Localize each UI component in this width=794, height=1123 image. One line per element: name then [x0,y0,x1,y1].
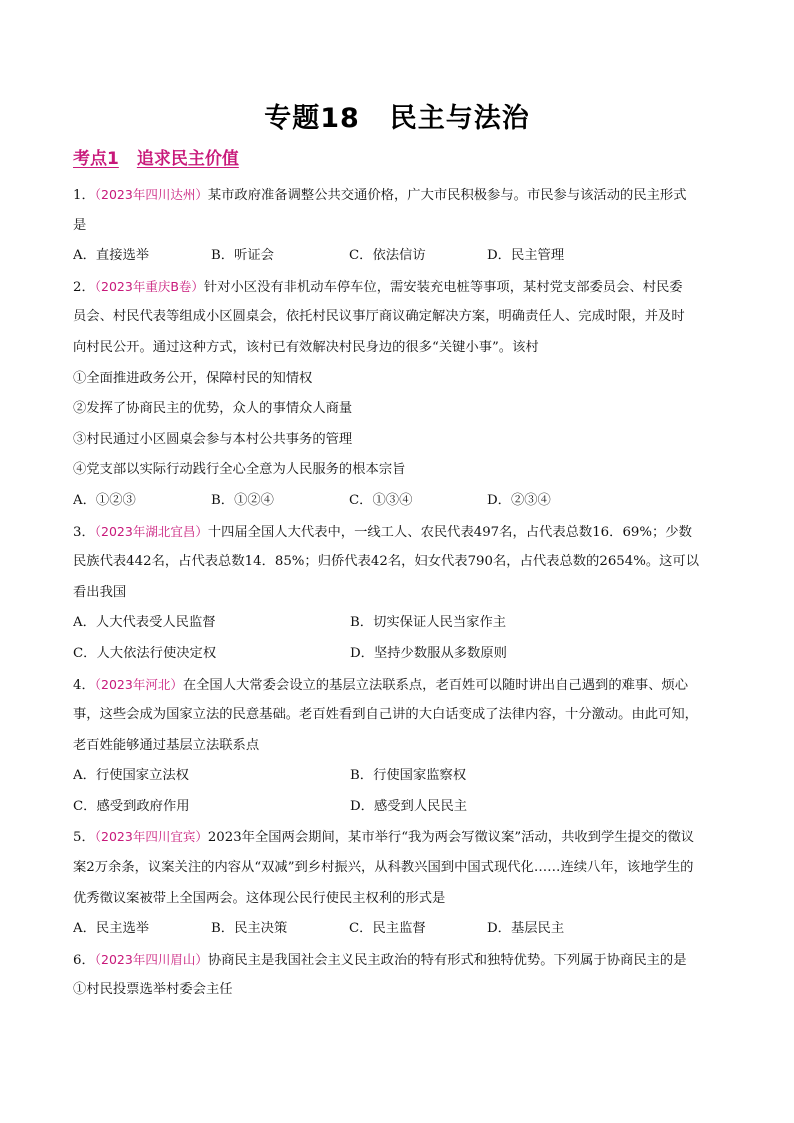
question-4-options-row-2 [73,792,723,823]
question-source: （2023年湖北宜昌） [94,523,208,539]
question-6-item-1: ①村民投票选举村委会主任 [73,982,233,998]
section-heading [73,144,239,169]
question-1-line-2 [73,211,723,242]
question-number: 2． [73,279,95,295]
question-source: （2023年四川宜宾） [94,829,208,845]
option-a: A．人大代表受人民监督 [73,615,216,631]
question-source: （2023年四川眉山） [94,951,208,967]
question-3-line-1 [73,517,723,548]
question-5-line-3 [73,884,723,915]
option-c: C．感受到政府作用 [73,798,190,814]
question-2-item-2: ②发挥了协商民主的优势，众人的事情众人商量 [73,401,353,417]
question-stem: 看出我国 [73,584,127,600]
question-list [73,180,723,1006]
question-3-line-3 [73,578,723,609]
option-b: B．听证会 [211,248,274,264]
option-b: B．切实保证人民当家作主 [350,615,507,631]
question-3-options-row-1 [73,608,723,639]
question-stem: 十四届全国人大代表中，一线工人、农民代表497名，占代表总数16．69%；少数 [207,524,692,540]
question-4-line-1 [73,670,723,701]
question-source: （2023年重庆B卷） [94,278,204,294]
question-number: 3． [73,524,95,540]
question-source: （2023年四川达州） [94,187,208,202]
option-a: A．直接选举 [73,248,150,264]
option-d: D．基层民主 [487,921,565,937]
question-number: 4． [73,677,95,693]
question-2-item-3: ③村民通过小区圆桌会参与本村公共事务的管理 [73,431,353,447]
option-d: D．坚持少数服从多数原则 [350,645,507,661]
question-stem: 向村民公开。通过这种方式，该村已有效解决村民身边的很多“关键小事”。该村 [73,339,539,355]
question-5-line-1 [73,822,723,853]
title-topic-number: 专题18 [264,103,360,134]
question-number: 6． [73,952,95,968]
option-d: D．感受到人民民主 [350,798,468,814]
title-topic-name: 民主与法治 [389,103,530,134]
option-b: B．行使国家监察权 [350,768,467,784]
option-c: C．①③④ [349,492,413,508]
question-4-line-2 [73,700,723,731]
option-a: A．民主选举 [73,921,150,937]
question-stem: 优秀徵议案被带上全国两会。这体现公民行使民主权利的形式是 [73,890,446,906]
question-stem: 在全国人大常委会设立的基层立法联系点，老百姓可以随时讲出自己遇到的难事、烦心 [182,677,689,693]
question-3-options-row-2 [73,639,723,670]
option-b: B．民主决策 [211,921,288,937]
question-number: 5． [73,830,95,846]
question-1-options [73,241,723,272]
option-c: C．依法信访 [349,248,426,264]
option-a: A．①②③ [73,492,136,508]
question-2-line-2 [73,302,723,333]
question-2-line-1 [73,272,723,303]
option-a: A．行使国家立法权 [73,768,189,784]
option-d: D．②③④ [487,492,551,508]
option-b: B．①②④ [211,492,274,508]
question-stem: 老百姓能够通过基层立法联系点 [73,737,260,753]
question-4-options-row-1 [73,761,723,792]
question-5-options [73,914,723,945]
question-stem: 案2万余条，议案关注的内容从“双减”到乡村振兴，从科教兴国到中国式现代化……连续八年，该地学生的 [73,860,694,876]
section-label: 考点1 [73,149,119,169]
question-6-line-1 [73,945,723,976]
question-2-item-4: ④党支部以实际行动践行全心全意为人民服务的根本宗旨 [73,462,406,478]
question-stem: 某市政府准备调整公共交通价格，广大市民积极参与。市民参与该活动的民主形式 [207,188,687,203]
question-stem: 协商民主是我国社会主义民主政治的特有形式和独特优势。下列属于协商民主的是 [207,952,687,968]
question-stem: 事，这些会成为国家立法的民意基础。老百姓看到自己讲的大白话变成了法律内容，十分激动。由此可知， [73,707,698,723]
question-stem: 针对小区没有非机动车停车位，需安装充电桩等事项，某村党支部委员会、村民委 [203,279,683,295]
question-stem: 是 [73,217,87,233]
question-4-line-3 [73,731,723,762]
section-name: 追求民主价值 [136,149,239,169]
question-2-line-3 [73,333,723,364]
question-stem: 民族代表442名，占代表总数14．85%；归侨代表42名，妇女代表790名，占代表总数的2654%。这可以 [73,554,700,570]
option-d: D．民主管理 [487,248,565,264]
option-c: C．人大依法行使决定权 [73,645,217,661]
page-title [0,96,794,135]
option-c: C．民主监督 [349,921,426,937]
question-2-item-1: ①全面推进政务公开，保障村民的知情权 [73,370,313,386]
question-stem: 2023年全国两会期间，某市举行“我为两会写徵议案”活动，共收到学生提交的徵议 [207,830,695,846]
question-5-line-2 [73,853,723,884]
question-3-line-2 [73,547,723,578]
question-stem: 员会、村民代表等组成小区圆桌会，依托村民议事厅商议确定解决方案，明确责任人、完成时限，并及时 [73,309,685,325]
question-1-line-1 [73,180,723,211]
question-source: （2023年河北） [94,676,183,692]
question-number: 1． [73,188,95,203]
question-2-options [73,486,723,517]
